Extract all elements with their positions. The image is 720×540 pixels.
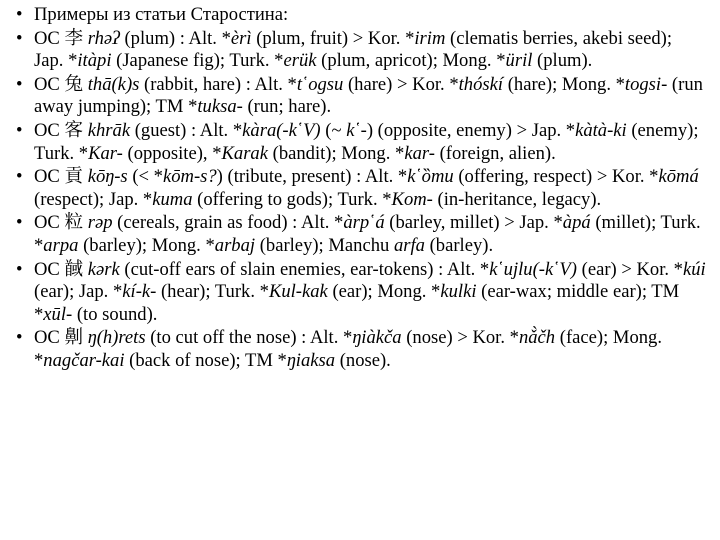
italic-form: kàtà-ki bbox=[575, 119, 627, 141]
italic-form: ŋiaksa bbox=[286, 349, 336, 371]
item-text: (back of nose); TM * bbox=[124, 349, 287, 371]
item-text: (in-heritance, legacy). bbox=[432, 188, 602, 210]
item-text: (Japanese fig); Turk. * bbox=[111, 50, 284, 72]
item-text: (clematis berries, akebi seed); Jap. * bbox=[34, 27, 673, 72]
item-text: (plum, apricot); Mong. * bbox=[316, 50, 506, 72]
item-text: ) (opposite, enemy) > Jap. * bbox=[366, 119, 576, 141]
item-text: (bandit); Mong. * bbox=[267, 142, 405, 164]
item-text: (to sound). bbox=[72, 303, 158, 325]
item-text: (nose). bbox=[335, 349, 391, 371]
italic-form: irim bbox=[414, 27, 446, 49]
item-text: (offering, respect) > Kor. * bbox=[453, 166, 659, 188]
item-text: (run away jumping); TM * bbox=[34, 73, 703, 118]
item-text: (run; hare). bbox=[242, 96, 332, 118]
item-text: (nose) > Kor. * bbox=[401, 327, 519, 349]
italic-form: arbaj bbox=[214, 234, 256, 256]
italic-form: nagčar-kai bbox=[43, 349, 125, 371]
italic-form: üril bbox=[505, 50, 533, 72]
item-text: (cereals, grain as food) : Alt. * bbox=[112, 212, 344, 234]
item-text: (hare) > Kor. * bbox=[343, 73, 459, 95]
italic-form: kúi bbox=[682, 258, 706, 280]
bullet-icon: • bbox=[16, 27, 23, 49]
italic-form: thā(k)s bbox=[87, 73, 140, 95]
bullet-icon: • bbox=[16, 166, 23, 188]
item-text: OC 粒 bbox=[34, 212, 88, 234]
italic-form: kōŋ-s bbox=[87, 166, 128, 188]
item-text: (ear); Jap. * bbox=[34, 281, 123, 303]
italic-form: k῾- bbox=[346, 119, 367, 141]
bullet-icon: • bbox=[16, 212, 23, 234]
item-text: OC 劓 bbox=[34, 327, 88, 349]
italic-form: tuksa- bbox=[197, 96, 243, 118]
italic-form: àpá bbox=[562, 212, 591, 234]
italic-form: k῾ujlu(-k῾V) bbox=[489, 258, 577, 280]
italic-form: Kul-kak bbox=[268, 281, 328, 303]
etymology-item bbox=[14, 28, 706, 73]
item-text: (< * bbox=[127, 166, 163, 188]
bullet-list bbox=[14, 4, 706, 373]
item-text: (barley). bbox=[424, 234, 494, 256]
bullet-icon: • bbox=[16, 73, 23, 95]
etymology-item bbox=[14, 212, 706, 257]
italic-form: itàpi bbox=[77, 50, 112, 72]
italic-form: arfa bbox=[393, 234, 425, 256]
italic-form: kulki bbox=[440, 281, 477, 303]
item-text: (foreign, alien). bbox=[434, 142, 556, 164]
etymology-item bbox=[14, 120, 706, 165]
etymology-item bbox=[14, 74, 706, 119]
italic-form: rəp bbox=[87, 212, 113, 234]
item-text: (enemy); Turk. * bbox=[34, 119, 699, 164]
italic-form: xūl- bbox=[43, 303, 73, 325]
bullet-icon: • bbox=[16, 119, 23, 141]
italic-form: Kom- bbox=[391, 188, 433, 210]
italic-form: kar- bbox=[404, 142, 435, 164]
italic-form: ŋ(h)rets bbox=[87, 327, 146, 349]
italic-form: k῾ȍmu bbox=[407, 166, 454, 188]
bullet-icon: • bbox=[16, 258, 23, 280]
item-text: (face); Mong. * bbox=[34, 327, 662, 371]
item-text: (cut-off ears of slain enemies, ear-tokens) : Alt. * bbox=[119, 258, 490, 280]
item-text: (guest) : Alt. * bbox=[130, 119, 243, 141]
item-text: (~ bbox=[320, 119, 347, 141]
italic-form: kōmá bbox=[658, 166, 699, 188]
italic-form: kí-k- bbox=[122, 281, 157, 303]
item-text: (offering to gods); Turk. * bbox=[192, 188, 392, 210]
item-text: (plum). bbox=[532, 50, 593, 72]
italic-form: kàra(-k῾V) bbox=[242, 119, 321, 141]
item-text: (to cut off the nose) : Alt. * bbox=[145, 327, 353, 349]
item-text: (plum, fruit) > Kor. * bbox=[251, 27, 415, 49]
italic-form: nǎ̀čh bbox=[518, 327, 556, 349]
italic-form: t῾ogsu bbox=[296, 73, 344, 95]
item-text: (hare); Mong. * bbox=[503, 73, 625, 95]
italic-form: togsi- bbox=[624, 73, 668, 95]
item-text: Примеры из статьи Старостина: bbox=[34, 4, 289, 25]
item-text: (barley); Mong. * bbox=[78, 234, 215, 256]
italic-form: èrì bbox=[230, 27, 252, 49]
item-text: OC 客 bbox=[34, 119, 88, 141]
italic-form: ŋiàkča bbox=[352, 327, 402, 349]
italic-form: Kar- bbox=[88, 142, 123, 164]
italic-form: erük bbox=[283, 50, 317, 72]
item-text: (rabbit, hare) : Alt. * bbox=[139, 73, 297, 95]
etymology-item bbox=[14, 166, 706, 211]
italic-form: kuma bbox=[152, 188, 193, 210]
item-text: (hear); Turk. * bbox=[156, 281, 269, 303]
item-text: OC 貢 bbox=[34, 166, 88, 188]
item-text: (millet); Turk. * bbox=[34, 212, 701, 256]
item-text: (plum) : Alt. * bbox=[119, 27, 231, 49]
item-text: OC 馘 bbox=[34, 258, 88, 280]
item-text: (barley, millet) > Jap. * bbox=[384, 212, 563, 234]
item-text: (ear); Mong. * bbox=[327, 281, 441, 303]
bullet-icon: • bbox=[16, 4, 23, 25]
item-text: (opposite), * bbox=[122, 142, 222, 164]
etymology-item bbox=[14, 327, 706, 372]
italic-form: kərk bbox=[87, 258, 120, 280]
item-text: (ear-wax; middle ear); TM * bbox=[34, 281, 680, 325]
italic-form: rhəʔ bbox=[87, 27, 120, 49]
italic-form: khrāk bbox=[87, 119, 131, 141]
etymology-item bbox=[14, 259, 706, 327]
italic-form: kōm-s? bbox=[162, 166, 217, 188]
intro-item bbox=[14, 4, 706, 27]
item-text: (barley); Manchu bbox=[255, 234, 394, 256]
italic-form: arpa bbox=[43, 234, 79, 256]
italic-form: Karak bbox=[221, 142, 268, 164]
bullet-icon: • bbox=[16, 327, 23, 349]
item-text: OC 李 bbox=[34, 27, 88, 49]
item-text: (respect); Jap. * bbox=[34, 188, 153, 210]
item-text: ) (tribute, present) : Alt. * bbox=[216, 166, 408, 188]
item-text: (ear) > Kor. * bbox=[576, 258, 683, 280]
italic-form: àrp῾á bbox=[343, 212, 385, 234]
italic-form: thóskí bbox=[458, 73, 504, 95]
item-text: OC 兔 bbox=[34, 73, 88, 95]
